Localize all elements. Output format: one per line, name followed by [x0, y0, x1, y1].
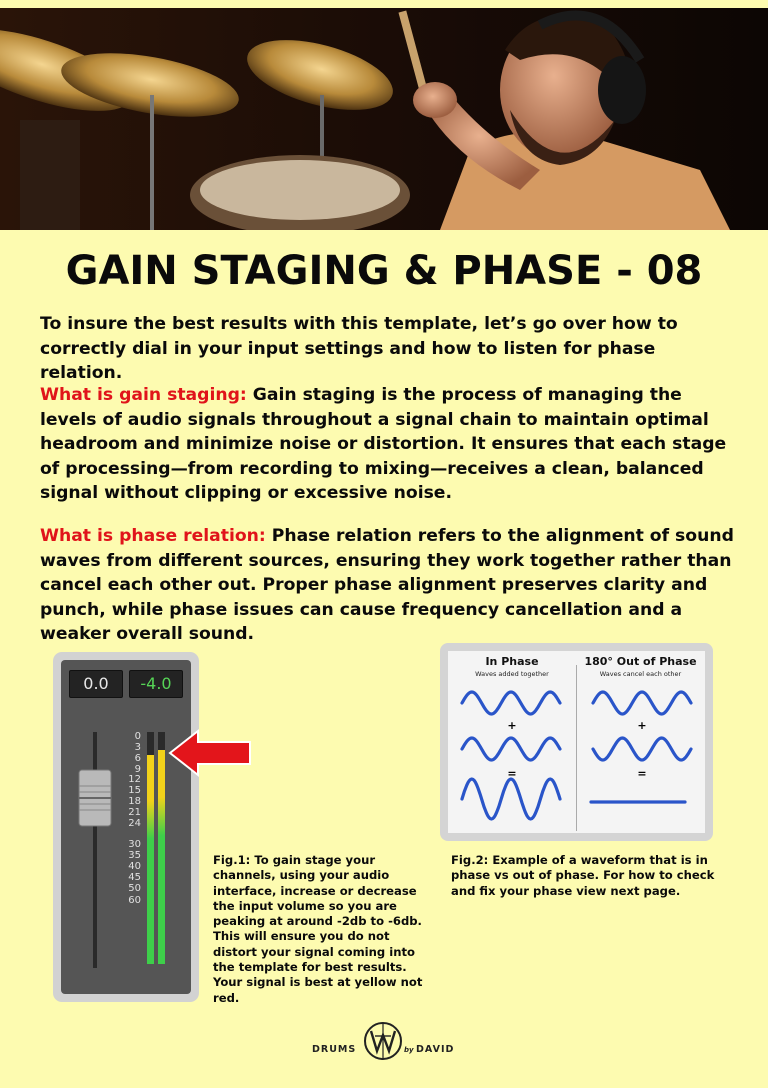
- out-phase-wave-1: [593, 692, 691, 714]
- meter-graphic: [61, 660, 191, 994]
- meter-scale-label: 40: [128, 861, 141, 872]
- meter-scale-label: 0: [134, 731, 141, 742]
- meter-scale-label: 3: [134, 742, 141, 753]
- phase-figure: [440, 643, 713, 841]
- fig1-caption: Fig.1: To gain stage your channels, using your audio interface, increase or decrease the input volume so you are peaking at around -2db to -6db. This will ensure you do not distort your signal coming into the template for best results. Your signal is best at yellow not red.: [213, 853, 423, 1005]
- out-phase-plus: +: [637, 719, 647, 732]
- meter-scale-label: 6: [134, 753, 141, 764]
- waveforms: [448, 651, 705, 833]
- meter-bar-right: [158, 750, 165, 964]
- in-phase-sum-wave: [462, 779, 560, 819]
- meter-scale-label: 9: [134, 764, 141, 775]
- meter-scale-label: 45: [128, 872, 141, 883]
- in-phase-wave-1: [462, 692, 560, 714]
- out-phase-subtitle: Waves cancel each other: [599, 670, 682, 678]
- fader-track: [93, 732, 97, 968]
- intro-paragraph: To insure the best results with this template, let’s go over how to correctly dial in your input settings and how to listen for phase relation.: [40, 314, 678, 383]
- readout-left: 0.0: [69, 670, 123, 698]
- out-phase-title: 180° Out of Phase: [584, 655, 697, 668]
- gain-staging-text: Gain staging is the process of managing the levels of audio signals throughout a signal chain to maintain optimal headroom and minimize noise or distortion. It ensures that each stage of processing—from recording to mixing—receives a clean, balanced signal without clipping or excessive noise.: [40, 385, 727, 503]
- meter-scale-label: 18: [128, 796, 141, 807]
- hero-drummer-photo: [0, 0, 768, 230]
- logo-text-right: DAVID: [416, 1044, 455, 1055]
- in-phase-equals: =: [507, 767, 517, 780]
- phase-relation-label: What is phase relation:: [40, 526, 266, 546]
- meter-scale-label: 35: [128, 850, 141, 861]
- meter-scale-label: 24: [128, 818, 141, 829]
- meter-scale-label: 60: [128, 895, 141, 906]
- meter-scale-label: 12: [128, 774, 141, 785]
- gain-staging-paragraph: [40, 383, 740, 506]
- drums-by-david-logo: [310, 1018, 460, 1068]
- fig2-caption: Fig.2: Example of a waveform that is in phase vs out of phase. For how to check and fix your phase view next page.: [451, 853, 715, 898]
- meter-scale: [128, 731, 141, 906]
- out-phase-wave-2: [593, 738, 691, 760]
- gain-staging-label: What is gain staging:: [40, 385, 247, 405]
- red-arrow-icon: [168, 728, 254, 778]
- in-phase-title: In Phase: [485, 655, 539, 668]
- logo-text-left: DRUMS: [312, 1044, 357, 1055]
- out-phase-equals: =: [637, 767, 647, 780]
- phase-relation-paragraph: [40, 524, 740, 647]
- page-title: GAIN STAGING & PHASE - 08: [65, 248, 703, 294]
- meter-bar-left: [147, 755, 154, 964]
- in-phase-plus: +: [507, 719, 517, 732]
- in-phase-subtitle: Waves added together: [475, 670, 549, 678]
- in-phase-wave-2: [462, 738, 560, 760]
- meter-scale-label: 30: [128, 839, 141, 850]
- fader-knob[interactable]: [79, 770, 111, 826]
- meter-scale-label: 15: [128, 785, 141, 796]
- readout-right: -4.0: [129, 670, 183, 698]
- phase-relation-text: Phase relation refers to the alignment of sound waves from different sources, ensuring they work together rather than cancel each other out. Proper phase alignment preserves clarity and punch, while phase issues can cause frequency cancellation and a weaker overall sound.: [40, 526, 734, 644]
- meter-scale-label: 50: [128, 883, 141, 894]
- meter-scale-label: 21: [128, 807, 141, 818]
- logo-text-by: by: [404, 1046, 414, 1054]
- level-meter-figure: [53, 652, 199, 1002]
- logo-emblem-icon: [363, 1018, 403, 1064]
